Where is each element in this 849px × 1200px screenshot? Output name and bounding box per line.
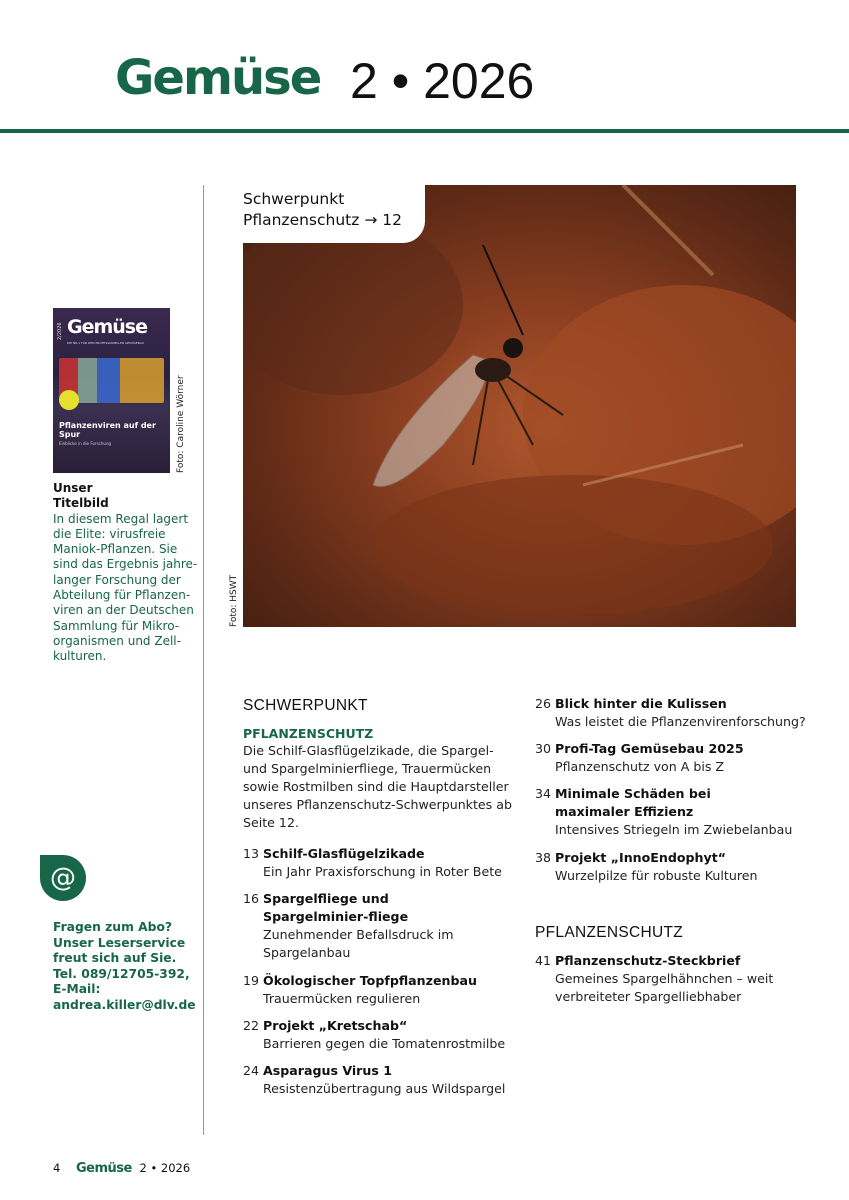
toc-entry[interactable] [535, 849, 815, 885]
cover-tagline: DIE NR.1 FÜR DEN PROFESSIONELLEN GEMÜSEBAU [67, 341, 145, 345]
cover-thumbnail [53, 308, 170, 473]
entry-title: Spargelfliege und Spargelminier-fliege [263, 891, 409, 924]
entry-subtitle: Zunehmender Befallsdruck im Spargelanbau [263, 927, 454, 960]
toc-entry[interactable] [535, 740, 815, 776]
contact-line: Fragen zum Abo? [53, 920, 173, 934]
toc-entry[interactable] [535, 785, 805, 839]
page-number: 24 [243, 1063, 260, 1078]
toc-entry[interactable] [535, 952, 795, 1006]
entry-subtitle: Was leistet die Pflanzenvirenforschung? [555, 714, 806, 729]
caption-title-1: Unser [53, 481, 93, 495]
page-number: 30 [535, 741, 552, 756]
section-intro: Die Schilf-Glasflügelzikade, die Spargel- und Spargelminierfliege, Trauermücken sowie Rostmilben sind die Hauptdarsteller unseres Pflanzenschutz-Schwerpunktes ab Seite 12. [243, 743, 512, 830]
footer-logo: Gemüse [75, 1161, 132, 1176]
tab-line-2[interactable]: Pflanzenschutz → 12 [243, 211, 402, 229]
cover-caption [53, 481, 198, 665]
entry-subtitle: Wurzelpilze für robuste Kulturen [555, 868, 758, 883]
entry-title: Pflanzenschutz-Steckbrief [555, 953, 741, 968]
cover-subline: Einblicke in die Forschung [59, 441, 112, 446]
entry-title: Blick hinter die Kulissen [555, 696, 727, 711]
page-number: 34 [535, 786, 552, 801]
section-heading-schwerpunkt: SCHWERPUNKT [243, 697, 368, 714]
contact-line: freut sich auf Sie. [53, 951, 177, 966]
entry-title: Minimale Schäden bei maximaler Effizienz [555, 786, 711, 819]
issue-number: 2 • 2026 [350, 53, 535, 109]
cover-photo-credit: Foto: Caroline Wörner [176, 375, 186, 473]
contact-line: E-Mail: [53, 982, 101, 997]
page-number: 16 [243, 891, 260, 906]
cover-headline: Pflanzenviren auf der Spur [59, 421, 156, 439]
cover-logo: Gemüse [67, 316, 148, 338]
feature-photo-gnat [243, 185, 796, 627]
entry-subtitle: Ein Jahr Praxisforschung in Roter Bete [263, 864, 502, 879]
magazine-logo: Gemüse [115, 50, 321, 106]
reader-service-contact [53, 920, 203, 1014]
entry-title: Profi-Tag Gemüsebau 2025 [555, 741, 744, 756]
entry-title: Projekt „Kretschab“ [263, 1018, 408, 1033]
at-symbol: @ [50, 863, 76, 893]
footer-issue: 2 • 2026 [139, 1161, 191, 1175]
toc-entry[interactable] [243, 972, 513, 1008]
contact-phone: Tel. 089/12705-392, [53, 966, 190, 981]
header-rule [0, 129, 849, 133]
entry-subtitle: Barrieren gegen die Tomatenrostmilbe [263, 1036, 506, 1051]
page-number: 38 [535, 850, 552, 865]
page-footer [53, 1161, 190, 1176]
toc-entry[interactable] [535, 695, 815, 731]
footer-page-number: 4 [53, 1161, 61, 1175]
cover-badge [59, 390, 79, 410]
entry-title: Schilf-Glasflügelzikade [263, 846, 425, 861]
entry-subtitle: Resistenzübertragung aus Wildspargel [263, 1081, 506, 1096]
entry-subtitle: Pflanzenschutz von A bis Z [555, 759, 725, 774]
photo-credit: Foto: HSWT [229, 574, 239, 627]
subheading-pflanzenschutz: PFLANZENSCHUTZ [243, 726, 374, 741]
caption-text: In diesem Regal lagert die Elite: virusfreie Maniok-Pflanzen. Sie sind das Ergebnis jahre-langer Forschung der Abteilung für Pflanzen-viren an der Deutschen Sammlung für Mikro-organismen und Zell-kulturen. [53, 511, 198, 664]
feature-tab [243, 185, 425, 243]
contact-line: Unser Leserservice [53, 935, 186, 950]
entry-subtitle: Gemeines Spargelhähnchen – weit verbreiteter Spargelliebhaber [555, 971, 774, 1004]
caption-title-2: Titelbild [53, 496, 109, 511]
section-heading-pflanzenschutz: PFLANZENSCHUTZ [535, 924, 684, 941]
entry-title: Ökologischer Topfpflanzenbau [263, 973, 477, 988]
toc-entry[interactable] [243, 845, 513, 881]
toc-entry[interactable] [243, 890, 503, 962]
page-number: 19 [243, 973, 260, 988]
entry-subtitle: Trauermücken regulieren [263, 991, 421, 1006]
page-number: 26 [535, 696, 552, 711]
tab-line-1: Schwerpunkt [243, 190, 345, 208]
entry-title: Projekt „InnoEndophyt“ [555, 850, 726, 865]
cover-date: 2/2026 [57, 322, 63, 340]
contact-email[interactable]: andrea.killer@dlv.de [53, 997, 196, 1012]
toc-entry[interactable] [243, 1017, 513, 1053]
page-number: 13 [243, 846, 260, 861]
toc-entry[interactable] [243, 1062, 513, 1098]
page-number: 41 [535, 953, 552, 968]
gnat-illustration [243, 185, 796, 627]
page-number: 22 [243, 1018, 260, 1033]
entry-title: Asparagus Virus 1 [263, 1063, 392, 1078]
column-divider [203, 185, 204, 1135]
entry-subtitle: Intensives Striegeln im Zwiebelanbau [555, 822, 793, 837]
